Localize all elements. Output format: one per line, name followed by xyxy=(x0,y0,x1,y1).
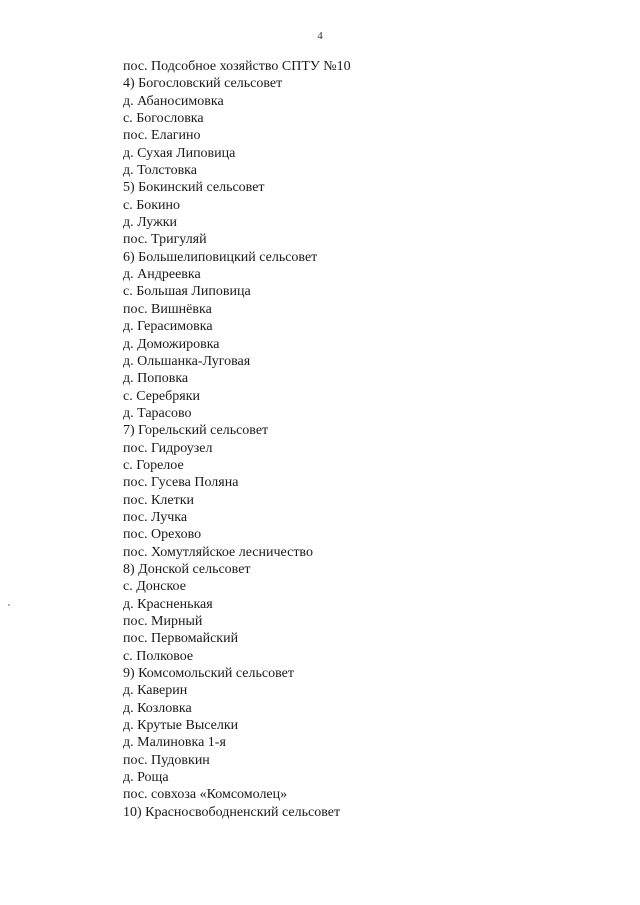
council-heading: 4) Богословский сельсовет xyxy=(123,76,283,92)
settlement-item: д. Герасимовка xyxy=(123,319,213,335)
settlement-item: с. Большая Липовица xyxy=(123,284,251,300)
settlement-item: пос. Орехово xyxy=(123,527,202,543)
settlement-item: д. Малиновка 1-я xyxy=(123,735,226,751)
settlement-item: д. Роща xyxy=(123,770,169,786)
settlement-item: пос. Подсобное хозяйство СПТУ №10 xyxy=(123,59,351,74)
settlement-item: пос. Гидроузел xyxy=(123,440,213,456)
scan-speck xyxy=(8,604,10,606)
settlement-item: с. Полковое xyxy=(123,648,194,664)
settlement-item: д. Абаносимовка xyxy=(123,93,224,109)
council-heading: 8) Донской сельсовет xyxy=(123,561,251,577)
settlement-item: пос. Мирный xyxy=(123,614,203,629)
settlement-item: д. Козловка xyxy=(123,700,192,716)
settlement-item: д. Лужки xyxy=(123,215,178,231)
settlement-item: пос. Вишнёвка xyxy=(123,301,212,317)
settlement-item: д. Андреевка xyxy=(123,267,201,283)
settlement-list xyxy=(123,58,603,821)
council-heading: 6) Большелиповицкий сельсовет xyxy=(123,249,318,265)
settlement-item: с. Бокино xyxy=(123,197,181,213)
settlement-item: пос. Клетки xyxy=(123,492,195,508)
page-number: 4 xyxy=(317,30,323,42)
settlement-item: с. Горелое xyxy=(123,457,184,473)
settlement-item: д. Крутые Выселки xyxy=(123,718,239,734)
settlement-item: с. Богословка xyxy=(123,111,204,127)
settlement-item: пос. Елагино xyxy=(123,128,201,144)
settlement-item: пос. Тригуляй xyxy=(123,232,207,248)
settlement-item: пос. Лучка xyxy=(123,509,188,525)
settlement-item: с. Серебряки xyxy=(123,388,201,404)
council-heading: 7) Горельский сельсовет xyxy=(123,423,269,439)
settlement-item: д. Ольшанка-Луговая xyxy=(123,353,251,369)
settlement-item: д. Поповка xyxy=(123,371,189,387)
settlement-item: д. Тарасово xyxy=(123,405,192,421)
settlement-item: пос. Гусева Поляна xyxy=(123,475,239,491)
council-heading: 10) Красносвободненский сельсовет xyxy=(123,804,341,820)
settlement-item: пос. совхоза «Комсомолец» xyxy=(123,787,288,803)
settlement-item: пос. Хомутляйское лесничество xyxy=(123,544,313,560)
settlement-item: д. Доможировка xyxy=(123,336,220,352)
council-heading: 5) Бокинский сельсовет xyxy=(123,180,265,196)
settlement-item: пос. Первомайский xyxy=(123,631,239,647)
council-heading: 9) Комсомольский сельсовет xyxy=(123,666,294,682)
settlement-item: д. Каверин xyxy=(123,683,188,699)
settlement-item: д. Толстовка xyxy=(123,163,197,179)
settlement-item: д. Красненькая xyxy=(123,596,213,612)
settlement-item: с. Донское xyxy=(123,579,186,595)
settlement-item: д. Сухая Липовица xyxy=(123,145,236,161)
settlement-item: пос. Пудовкин xyxy=(123,752,210,768)
